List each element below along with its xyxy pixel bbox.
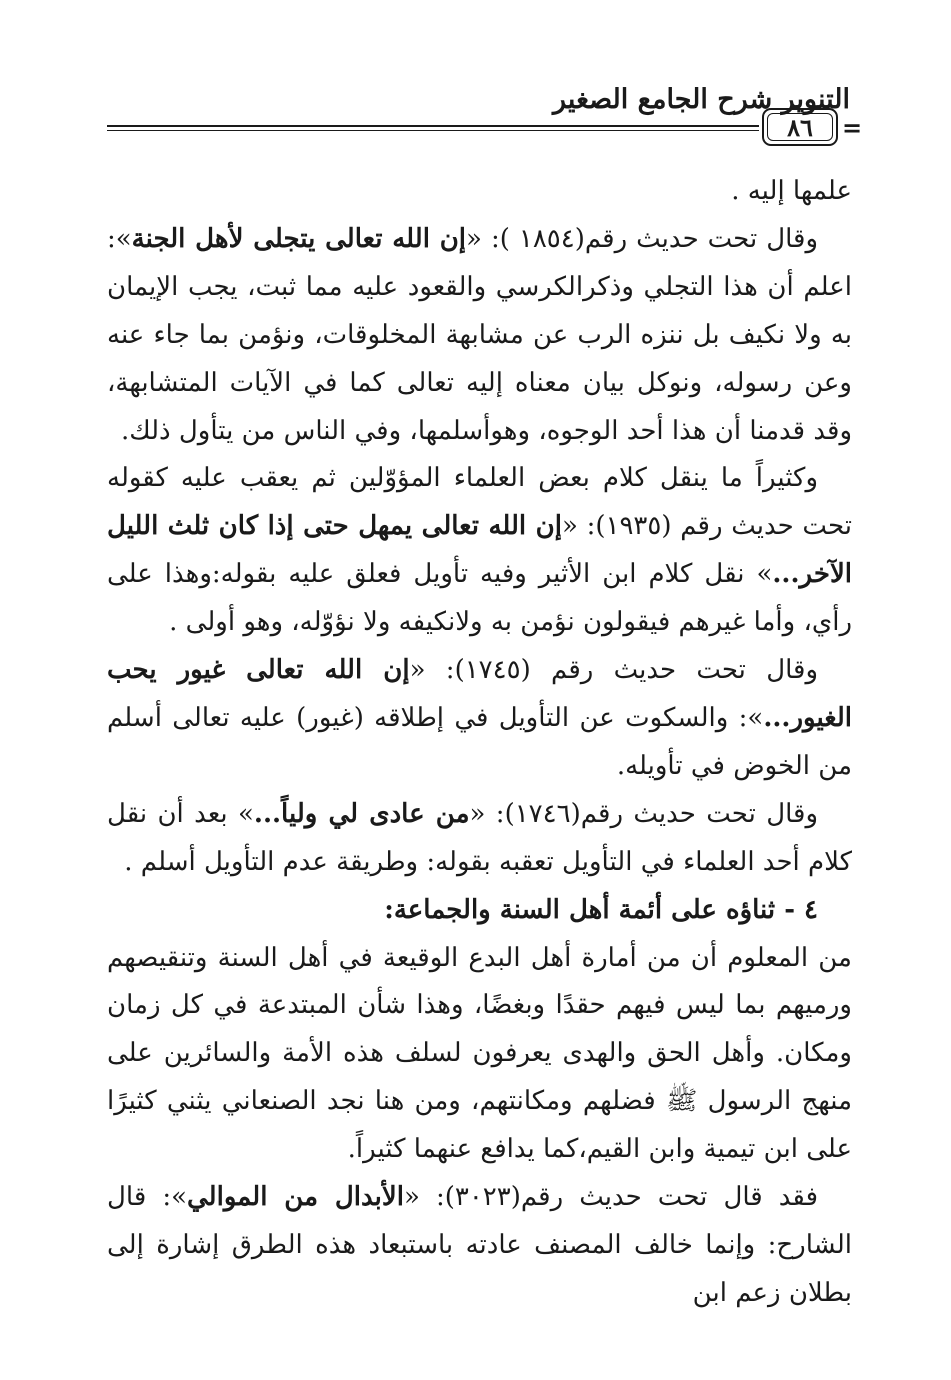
- page-number: ٨٦: [767, 113, 833, 141]
- paragraph: [107, 791, 852, 887]
- text-run: وقال تحت حديث رقم(١٨٥٤ ): «: [466, 223, 818, 254]
- body-text: [107, 168, 852, 1318]
- bold-text: إن الله تعالى يمهل حتى إذا كان ثلث الليل الآخر...: [107, 511, 852, 590]
- text-run: من المعلوم أن من أمارة أهل البدع الوقيعة في أهل السنة وتنقيصهم ورميهم بما ليس فيهم حقدًا وبغضًا، وهذا شأن المبتدعة في كل زمان ومكان. وأهل الحق والهدى يعرفون لسلف هذه الأمة والسائرين على منهج الرسول ﷺ فضلهم ومكانتهم، ومن هنا نجد الصنعاني يثني كثيرًا على ابن تيمية وابن القيم،كما يدافع عنهما كثيراً.: [107, 942, 852, 1165]
- bold-text: الأبدال من الموالي: [187, 1182, 404, 1213]
- bold-text: ٤ - ثناؤه على أئمة أهل السنة والجماعة:: [384, 894, 818, 925]
- edge-mark: =: [842, 113, 863, 142]
- text-run: »: اعلم أن هذا التجلي وذكرالكرسي والقعود عليه مما ثبت، يجب الإيمان به ولا نكيف بل ننزه الرب عن مشابهة المخلوقات، ونؤمن بما جاء عنه وعن رسوله، ونوكل بيان معناه إليه تعالى كما في الآيات المتشابهة، وقد قدمنا أن هذا أحد الوجوه، وهوأسلمها، وفي الناس من يتأول ذلك.: [107, 223, 852, 446]
- paragraph: [107, 1174, 852, 1318]
- page-header: [107, 78, 863, 148]
- paragraph: [107, 935, 852, 1175]
- header-rule: [107, 125, 759, 127]
- text-run: »: والسكوت عن التأويل في إطلاقه (غيور) عليه تعالى أسلم من الخوض في تأويله.: [107, 702, 852, 781]
- section-heading: [107, 887, 852, 935]
- text-run: وقال تحت حديث رقم(١٧٤٦): «: [469, 798, 819, 829]
- text-run: »: قال الشارح: وإنما خالف المصنف عادته باستبعاد هذه الطرق إشارة إلى بطلان زعم ابن: [107, 1182, 852, 1308]
- paragraph: [107, 168, 852, 216]
- paragraph: [107, 216, 852, 456]
- text-run: » نقل كلام ابن الأثير وفيه تأويل فعلق عليه بقوله:وهذا على رأي، وأما غيرهم فيقولون نؤمن به ولانكيفه ولا نؤوّله، وهو أولى .: [107, 559, 852, 638]
- running-title: التنوير شرح الجامع الصغير: [553, 84, 850, 115]
- bold-text: من عادى لي ولياً...: [253, 798, 470, 829]
- text-run: وقال تحت حديث رقم (١٧٤٥): «: [409, 655, 819, 686]
- text-run: وكثيراً ما ينقل كلام بعض العلماء المؤوّلين ثم يعقب عليه كقوله تحت حديث رقم (١٩٣٥): «: [107, 463, 852, 542]
- paragraph: [107, 455, 852, 647]
- text-run: علمها إليه .: [731, 176, 852, 206]
- text-run: » بعد أن نقل كلام أحد العلماء في التأويل تعقبه بقوله: وطريقة عدم التأويل أسلم .: [107, 798, 852, 877]
- page-number-box: [762, 108, 838, 146]
- bold-text: إن الله تعالى يتجلى لأهل الجنة: [131, 223, 467, 254]
- header-rule-thin: [107, 130, 759, 131]
- bold-text: إن الله تعالى غيور يحب الغيور...: [107, 655, 852, 733]
- paragraph: [107, 647, 852, 791]
- text-run: فقد قال تحت حديث رقم(٣٠٢٣): «: [403, 1182, 819, 1213]
